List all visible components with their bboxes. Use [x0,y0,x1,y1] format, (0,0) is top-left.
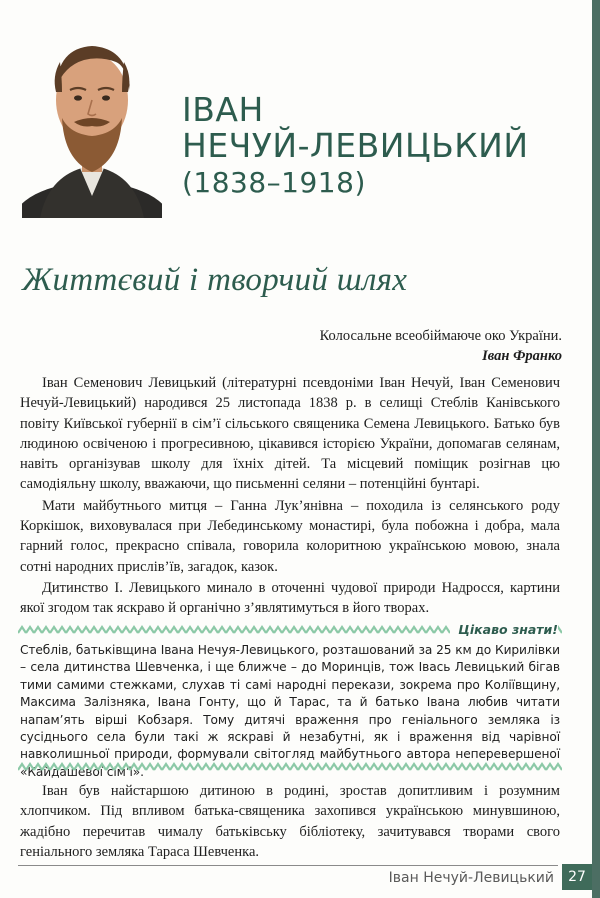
epigraph-quote: Колосальне всеобіймаюче око України. [319,328,562,344]
running-title: Іван Нечуй-Левицький [388,870,554,886]
author-surname: НЕЧУЙ-ЛЕВИЦЬКИЙ [182,126,529,165]
footer-rule [18,865,558,866]
closing-text [20,781,560,862]
biography-text [20,373,560,620]
page-edge-bar [592,0,600,898]
did-you-know-label: Цікаво знати! [450,622,558,638]
section-title: Життєвий і творчий шлях [22,262,408,298]
epigraph [320,326,562,366]
paragraph: Дитинство І. Левицького минало в оточенні чудової природи Надросся, картини якої згодом так яскраво й органічно з’являтимуться в його творах. [20,579,560,617]
paragraph: Іван Семенович Левицький (літературні псевдоніми Іван Нечуй, Іван Семенович Нечуй-Левицький) народився 25 листопада 1838 р. в селищі Стеблів Канівського повіту Київської губернії в сім’ї сільського священика Семена Левицького. Батько був людиною освіченою і прогресивною, цікавився історією України, допомагав селянам, навіть організував школу для їхніх дітей. Та місцевий поміщик розігнав цю самодіяльну школу, вважаючи, що письменні селяни – потенційні бунтарі. [20,375,560,493]
author-life-years: (1838–1918) [182,166,366,199]
did-you-know-text: Стеблів, батьківщина Івана Нечуя-Левицького, розташований за 25 км до Кирилівки – села дитинства Шевченка, і ще ближче – до Моринців, тож Івась Левицький бігав тими самими стежками, слухав ті самі народні перекази, зокрема про Коліївщину, Максима Залізняка, Івана Гонту, що й Тарас, та й батько Івана любив читати напам’ять вірші Кобзаря. Тому дитячі враження про геніального земляка із сусіднього села були такі ж яскраві й незабутні, як і враження від чарівної навколишньої природи, формували світогляд майбутнього автора неперевершеної [20,643,560,762]
author-first-name: ІВАН [182,90,264,129]
author-heading [182,92,529,202]
author-portrait [22,26,162,218]
page-number: 27 [562,864,592,890]
paragraph: Мати майбутнього митця – Ганна Лук’янівна – походила із селянського роду Коркішок, виховувалася при Лебединському монастирі, була побожна і добра, мала гарний голос, прекрасно співала, говорила колоритною українською мовою, знала сотні народних прислів’їв, загадок, казок. [20,497,560,575]
epigraph-author: Іван Франко [482,348,562,364]
divider-zigzag-bottom [18,762,562,772]
paragraph: Іван був найстаршою дитиною в родині, зростав допитливим і розумним хлопчиком. Під впливом батька-священика захопився українською минувшиною, жадібно перечитав чималу батьківську бібліотеку, зачитувався творами свого геніального земляка Тараса Шевченка. [20,783,560,860]
